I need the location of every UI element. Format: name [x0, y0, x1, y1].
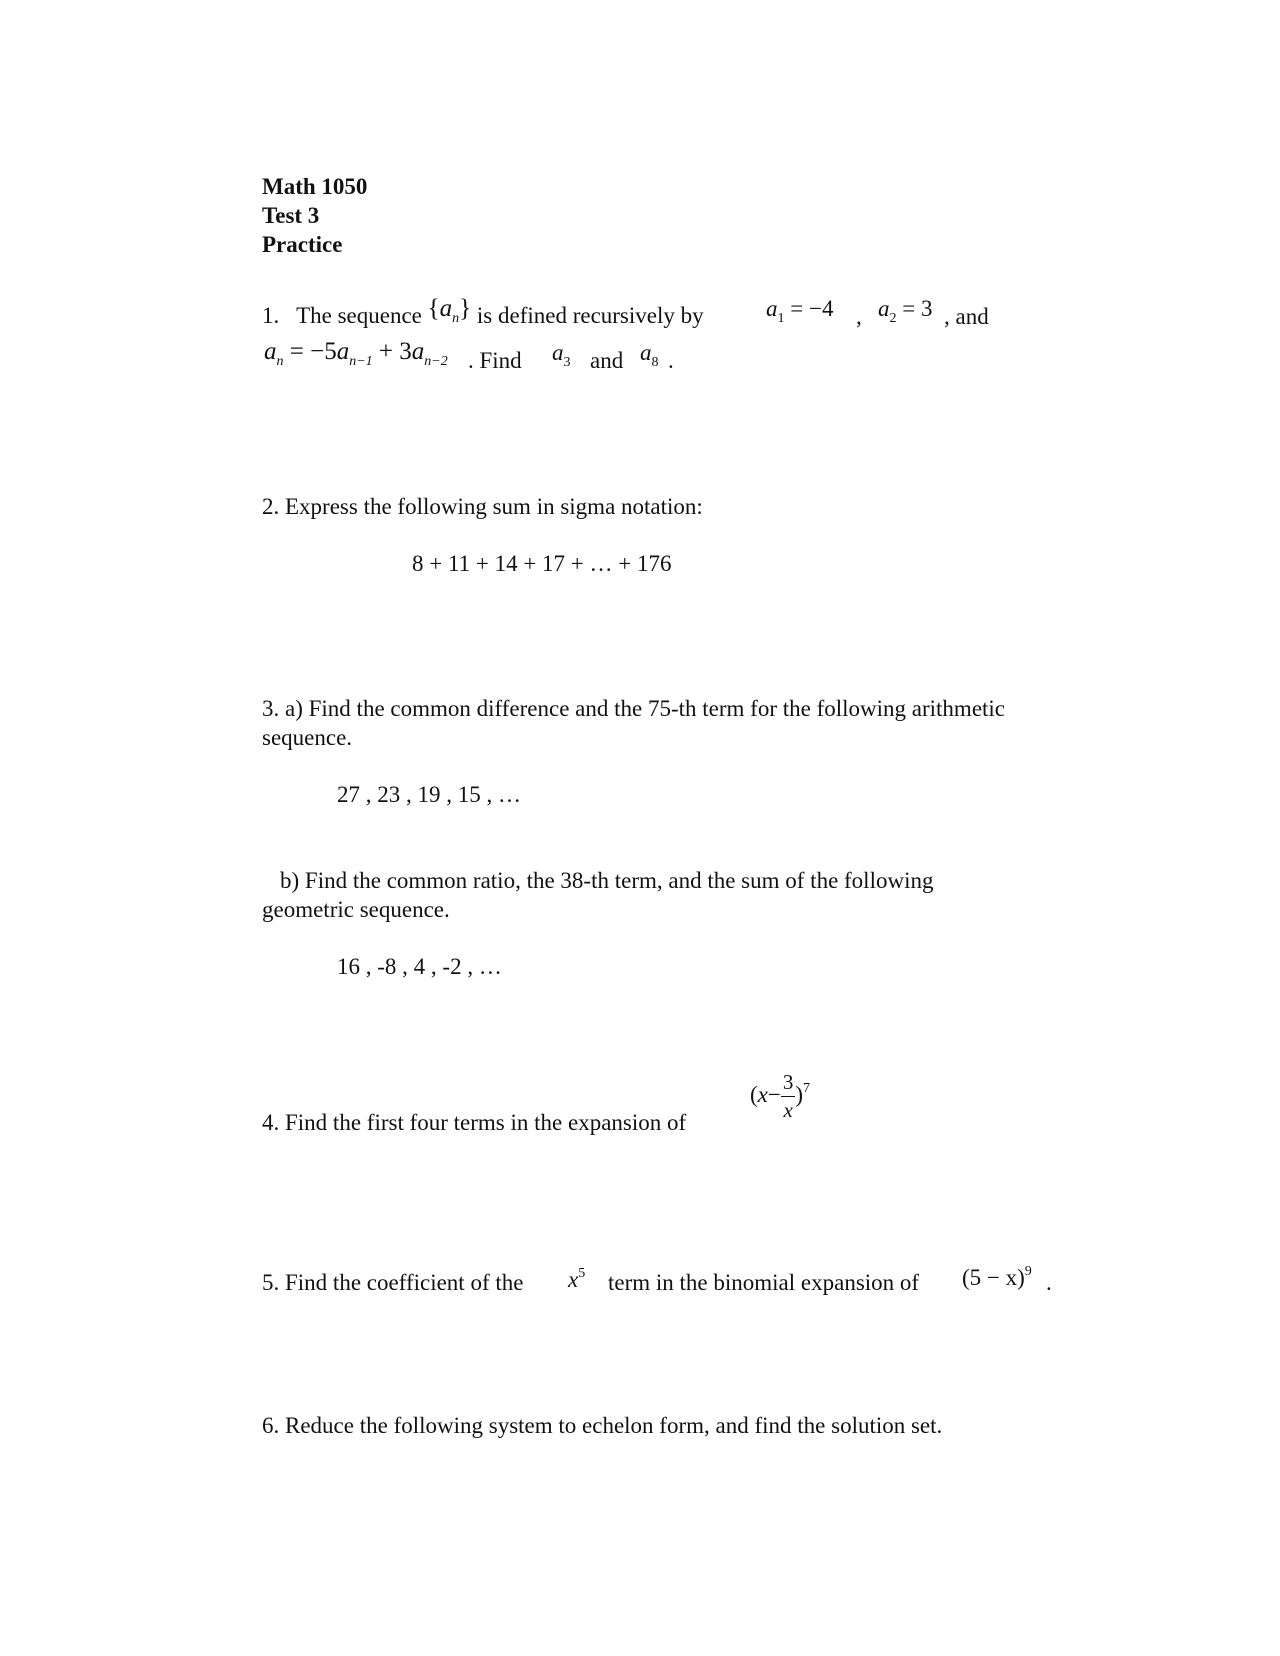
initial-term-a1: $a_1 = -4$ — [766, 296, 834, 326]
fraction-3-over-x: $\frac{3}{x}$ — [782, 1070, 794, 1122]
binomial-5-minus-x: $(5 - x)^9$ — [962, 1264, 1032, 1290]
q1-text-2: is defined recursively by — [476, 303, 704, 328]
q1-end: . — [668, 348, 674, 373]
initial-term-a2: $a_2 = 3$ — [878, 296, 933, 326]
recurrence-formula: $a_n = -5a_{n-1} + 3a_{n-2}$ — [264, 338, 448, 369]
geometric-sequence: 16 , -8 , 4 , -2 , … — [337, 954, 502, 979]
question-3b-line-1: b) Find the common ratio, the 38-th term, and the sum of the following — [280, 868, 934, 893]
q1-and: and — [590, 348, 624, 373]
arithmetic-sequence: 27 , 23 , 19 , 15 , … — [337, 782, 521, 807]
sequence-notation: $\{a_n\}$ — [427, 295, 472, 326]
practice-label: Practice — [262, 232, 343, 257]
question-5-text-2: term in the binomial expansion of — [608, 1270, 920, 1295]
question-3a-line-2: sequence. — [262, 725, 353, 750]
q1-text-3: , and — [944, 304, 989, 329]
question-5-text-1: 5. Find the coefficient of the — [262, 1270, 524, 1295]
question-2-prompt: 2. Express the following sum in sigma notation: — [262, 494, 703, 519]
question-3a-line-1: 3. a) Find the common difference and the 75-th term for the following arithmetic — [262, 696, 1006, 721]
question-1-line-1 — [262, 295, 704, 334]
term-a3: $a_3$ — [552, 340, 571, 370]
q1-text-1: The sequence — [296, 303, 422, 328]
question-5-end: . — [1046, 1270, 1052, 1295]
course-title: Math 1050 — [262, 174, 368, 199]
question-4-prompt: 4. Find the first four terms in the expansion of — [262, 1110, 687, 1135]
binomial-expression: (x− $\frac{3}{x}$ )$^7$ — [750, 1070, 811, 1122]
question-2-sum: 8 + 11 + 14 + 17 + … + 176 — [412, 551, 672, 576]
test-title: Test 3 — [262, 203, 320, 228]
question-6-prompt: 6. Reduce the following system to echelon form, and find the solution set. — [262, 1413, 943, 1438]
term-a8: $a_8$ — [640, 340, 659, 370]
x-power-5: $x^5$ — [568, 1266, 586, 1292]
q1-comma: , — [856, 304, 862, 329]
question-3b-line-2: geometric sequence. — [262, 897, 450, 922]
q1-text-find: . Find — [468, 348, 522, 373]
q1-number: 1. — [262, 303, 280, 328]
